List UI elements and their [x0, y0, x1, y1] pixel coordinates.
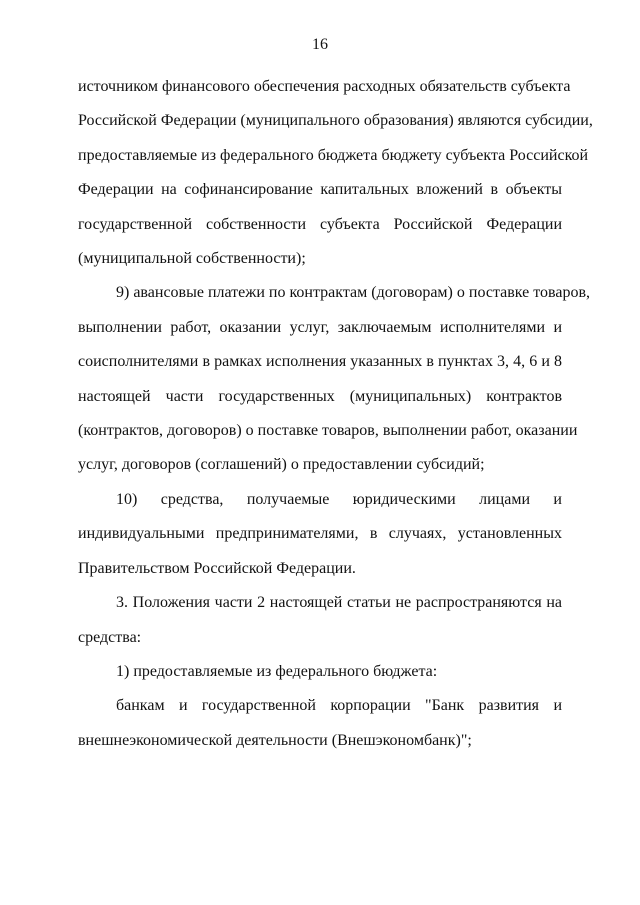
paragraph-financing-source [78, 70, 593, 276]
text-line: Федерации на софинансирование капитальных вложений в объекты [78, 181, 562, 199]
text-line: (муниципальной собственности); [78, 250, 306, 268]
text-line: 10) средства, получаемые юридическими лицами и [116, 490, 562, 508]
text-line: средства: [78, 628, 142, 646]
text-line: 1) предоставляемые из федерального бюджета: [116, 662, 438, 680]
text-line: настоящей части государственных (муниципальных) контрактов [78, 387, 562, 405]
text-line: банкам и государственной корпорации "Банк развития и [116, 697, 562, 715]
paragraph-item-1 [78, 655, 562, 689]
text-line: выполнении работ, оказании услуг, заключаемым исполнителями и [78, 318, 562, 336]
text-line: источником финансового обеспечения расходных обязательств субъекта [78, 78, 571, 95]
paragraph-part-3 [78, 586, 562, 655]
paragraph-item-9 [78, 276, 591, 482]
text-line: 9) авансовые платежи по контрактам (договорам) о поставке товаров, [116, 284, 591, 302]
text-line: (контрактов, договоров) о поставке товаров, выполнении работ, оказании [78, 422, 578, 440]
text-line: услуг, договоров (соглашений) о предоставлении субсидий; [78, 456, 485, 474]
paragraph-item-10 [78, 483, 562, 586]
text-line: внешнеэкономической деятельности (Внешэкономбанк)"; [78, 731, 472, 749]
document-body [78, 70, 593, 758]
text-line: индивидуальными предпринимателями, в случаях, установленных [78, 525, 562, 543]
paragraph-banks [78, 689, 562, 758]
page-number: 16 [312, 36, 328, 53]
text-line: соисполнителями в рамках исполнения указанных в пунктах 3, 4, 6 и 8 [78, 353, 562, 371]
text-line: Российской Федерации (муниципального образования) являются субсидии, [78, 112, 593, 130]
text-line: предоставляемые из федерального бюджета бюджету субъекта Российской [78, 146, 589, 164]
text-line: 3. Положения части 2 настоящей статьи не распространяются на [116, 594, 562, 612]
text-line: государственной собственности субъекта Российской Федерации [78, 215, 562, 233]
text-line: Правительством Российской Федерации. [78, 559, 356, 577]
